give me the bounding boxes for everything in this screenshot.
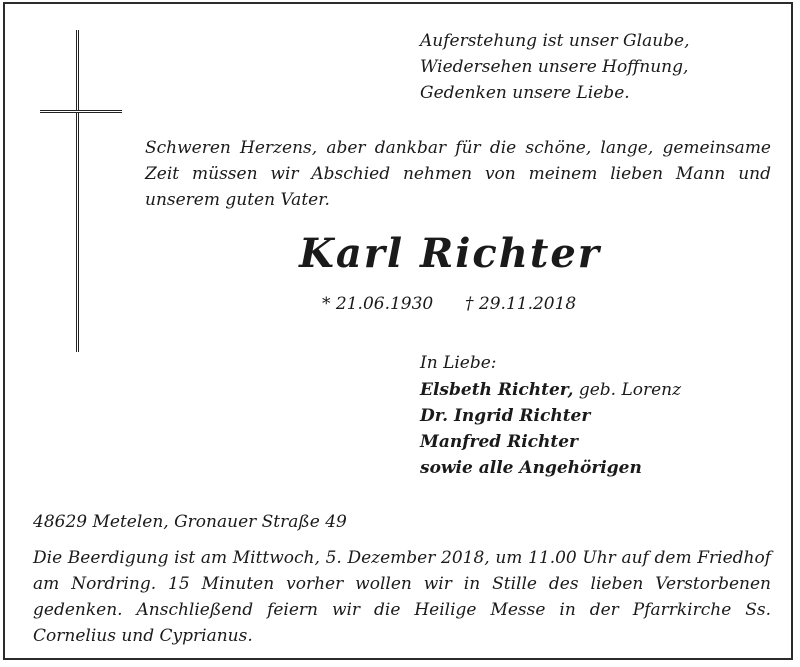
birth-date: * 21.06.1930 bbox=[322, 294, 434, 314]
cross-icon bbox=[76, 30, 79, 352]
mourner-name: sowie alle Angehörigen bbox=[420, 458, 642, 478]
mourner-name: Elsbeth Richter, bbox=[420, 380, 574, 400]
cross-icon-bar bbox=[40, 110, 122, 113]
motto-line: Gedenken unsere Liebe. bbox=[420, 83, 630, 103]
funeral-details: Die Beerdigung ist am Mittwoch, 5. Dezember 2018, um 11.00 Uhr auf dem Friedhof am Nordring. 15 Minuten vorher wollen wir in Stille des lieben Verstorbenen gedenken. Anschließend feiern wir die Heilige Messe in der Pfarrkirche Ss. Cornelius und Cyprianus. bbox=[33, 548, 771, 646]
mourners-intro: In Liebe: bbox=[420, 353, 497, 373]
motto bbox=[420, 28, 760, 106]
mourner-name: Manfred Richter bbox=[420, 432, 579, 452]
intro-text: Schweren Herzens, aber dankbar für die schöne, lange, gemeinsame Zeit müssen wir Abschied nehmen von meinem lieben Mann und unserem guten Vater. bbox=[145, 138, 771, 210]
motto-line: Wiedersehen unsere Hoffnung, bbox=[420, 57, 689, 77]
deceased-name: Karl Richter bbox=[299, 230, 601, 277]
mourner-name: Dr. Ingrid Richter bbox=[420, 406, 591, 426]
mourner-spouse bbox=[420, 377, 780, 403]
mourners-list bbox=[420, 350, 780, 481]
motto-line: Auferstehung ist unser Glaube, bbox=[420, 31, 690, 51]
mourner-maiden-name: geb. Lorenz bbox=[573, 380, 682, 400]
family-address: 48629 Metelen, Gronauer Straße 49 bbox=[33, 512, 347, 532]
death-date: † 29.11.2018 bbox=[465, 294, 577, 314]
